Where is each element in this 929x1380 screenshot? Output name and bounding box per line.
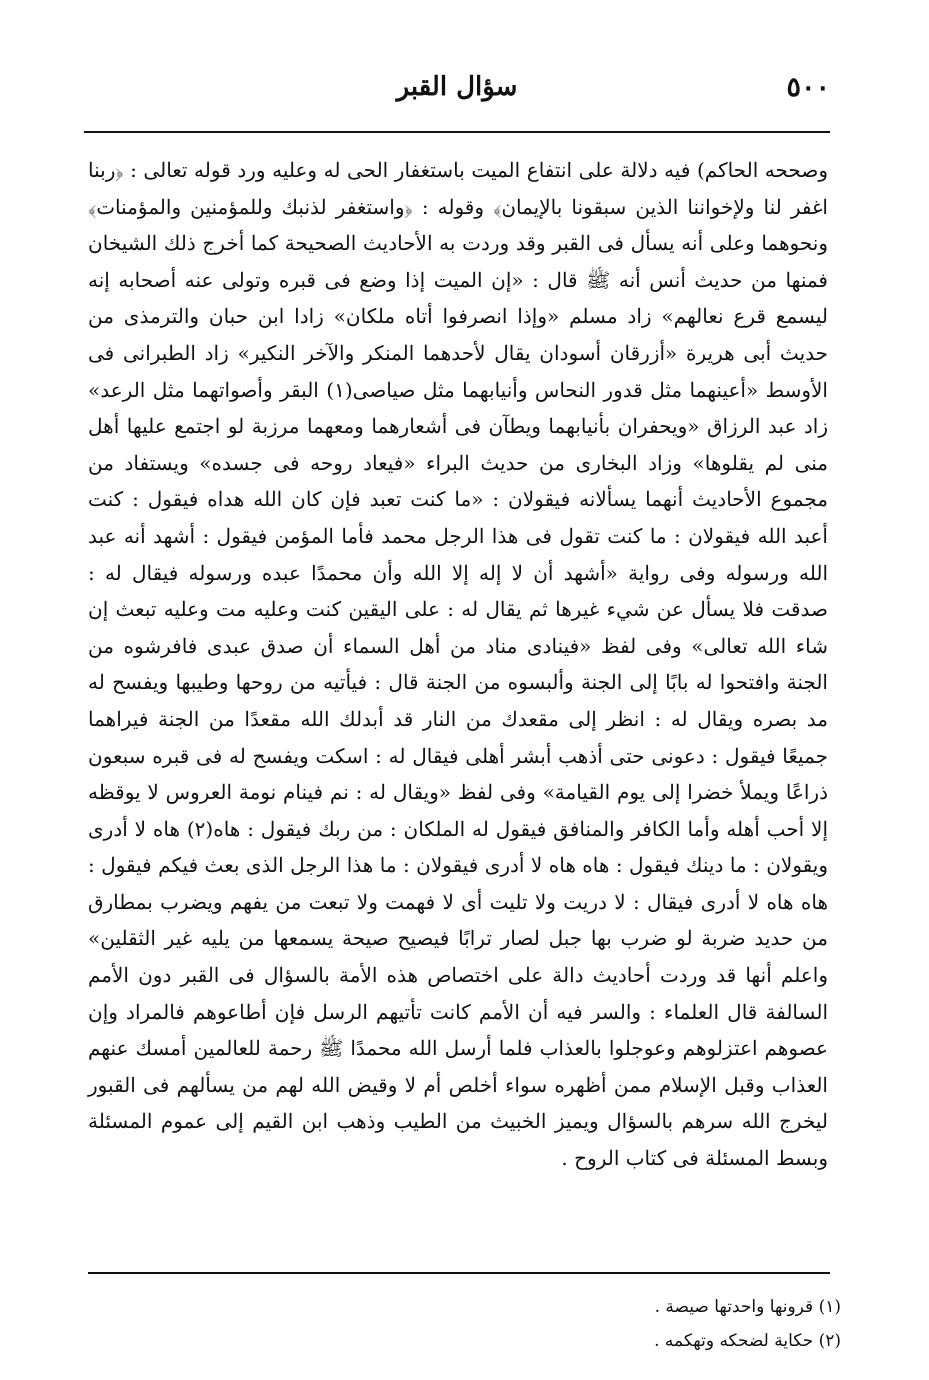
footnote-1: (١) قرونها واحدتها صيصة . <box>654 1297 841 1317</box>
page-header <box>84 72 830 112</box>
running-title: سؤال القبر <box>396 72 518 102</box>
footnotes <box>101 1290 841 1358</box>
header-rule <box>84 131 830 133</box>
page-number: ٥٠٠ <box>786 72 830 103</box>
footnote-rule <box>88 1272 830 1274</box>
body-paragraph: وصححه الحاكم) فيه دلالة على انتفاع الميت باستغفار الحى له وعليه ورد قوله تعالى : ﴿ربنا اغفر لنا ولإخواننا الذين سبقونا بالإيمان﴾ وقوله : ﴿واستغفر لذنبك وللمؤمنين والمؤمنات﴾ ونحوهما وعلى أنه يسأل فى القبر وقد وردت به الأحاديث الصحيحة كما أخرج ذلك الشيخان فمنها من حديث أنس أنه ﷺ قال : «إن الميت إذا وضع فى قبره وتولى عنه أصحابه إنه ليسمع قرع نعالهم» زاد مسلم «وإذا انصرفوا أتاه ملكان» زادا ابن حبان والترمذى من حديث أبى هريرة «أزرقان أسودان يقال لأحدهما المنكر والآخر النكير» زاد الطبرانى فى الأوسط «أعينهما مثل قدور النحاس وأنيابهما مثل صياصى(١) البقر وأصواتهما مثل الرعد» زاد عبد الرزاق «ويحفران بأنيابهما ويطآن فى أشعارهما ومعهما مرزبة لو اجتمع عليها أهل منى لم يقلوها» وزاد البخارى من حديث البراء «فيعاد روحه فى جسده» ويستفاد من مجموع الأحاديث أنهما يسألانه فيقولان : «ما كنت تعبد فإن كان الله هداه فيقول : كنت أعبد الله فيقولان : ما كنت تقول فى هذا الرجل محمد فأما المؤمن فيقول : أشهد أنه عبد الله ورسوله وفى رواية «أشهد أن لا إله إلا الله وأن محمدًا عبده ورسوله فيقال له : صدقت فلا يسأل عن شيء غيرها ثم يقال له : على اليقين كنت وعليه مت وعليه تبعث إن شاء الله تعالى» وفى لفظ «فينادى مناد من أهل السماء أن صدق عبدى فافرشوه من الجنة وافتحوا له بابًا إلى الجنة وألبسوه من الجنة قال : فيأتيه من روحها وطيبها ويفسح له مد بصره ويقال له : انظر إلى مقعدك من النار قد أبدلك الله مقعدًا من الجنة فيراهما جميعًا فيقول : دعونى حتى أذهب أبشر أهلى فيقال له : اسكت ويفسح له فى قبره سبعون ذراعًا ويملأ خضرا إلى يوم القيامة» وفى لفظ «ويقال له : نم فينام نومة العروس لا يوقظه إلا أحب أهله وأما الكافر والمنافق فيقول له الملكان : من ربك فيقول : هاه(٢) هاه لا أدرى ويقولان : ما دينك فيقول : هاه هاه لا أدرى فيقولان : ما هذا الرجل الذى بعث فيكم فيقول : هاه هاه لا أدرى فيقال : لا دريت ولا تليت أى لا فهمت ولا تبعت من يفهم ويضرب بمطارق من حديد ضربة لو ضرب بها جبل لصار ترابًا فيصيح صيحة يسمعها من يليه غير الثقلين» واعلم أنها قد وردت أحاديث دالة على اختصاص هذه الأمة بالسؤال فى القبر دون الأمم السالفة قال العلماء : والسر فيه أن الأمم كانت تأتيهم الرسل فإن أطاعوهم فالمراد وإن عصوهم اعتزلوهم وعوجلوا بالعذاب فلما أرسل الله محمدًا ﷺ رحمة للعالمين أمسك عنهم العذاب وقبل الإسلام ممن أظهره سواء أخلص أم لا وقيض الله لهم من يسألهم فى القبور ليخرج الله سرهم بالسؤال ويميز الخبيث من الطيب وذهب ابن القيم إلى عموم المسئلة وبسط المسئلة فى كتاب الروح . <box>88 158 828 1171</box>
main-text <box>88 152 828 1177</box>
footnote-2: (٢) حكاية لضحكه وتهكمه . <box>654 1331 841 1351</box>
